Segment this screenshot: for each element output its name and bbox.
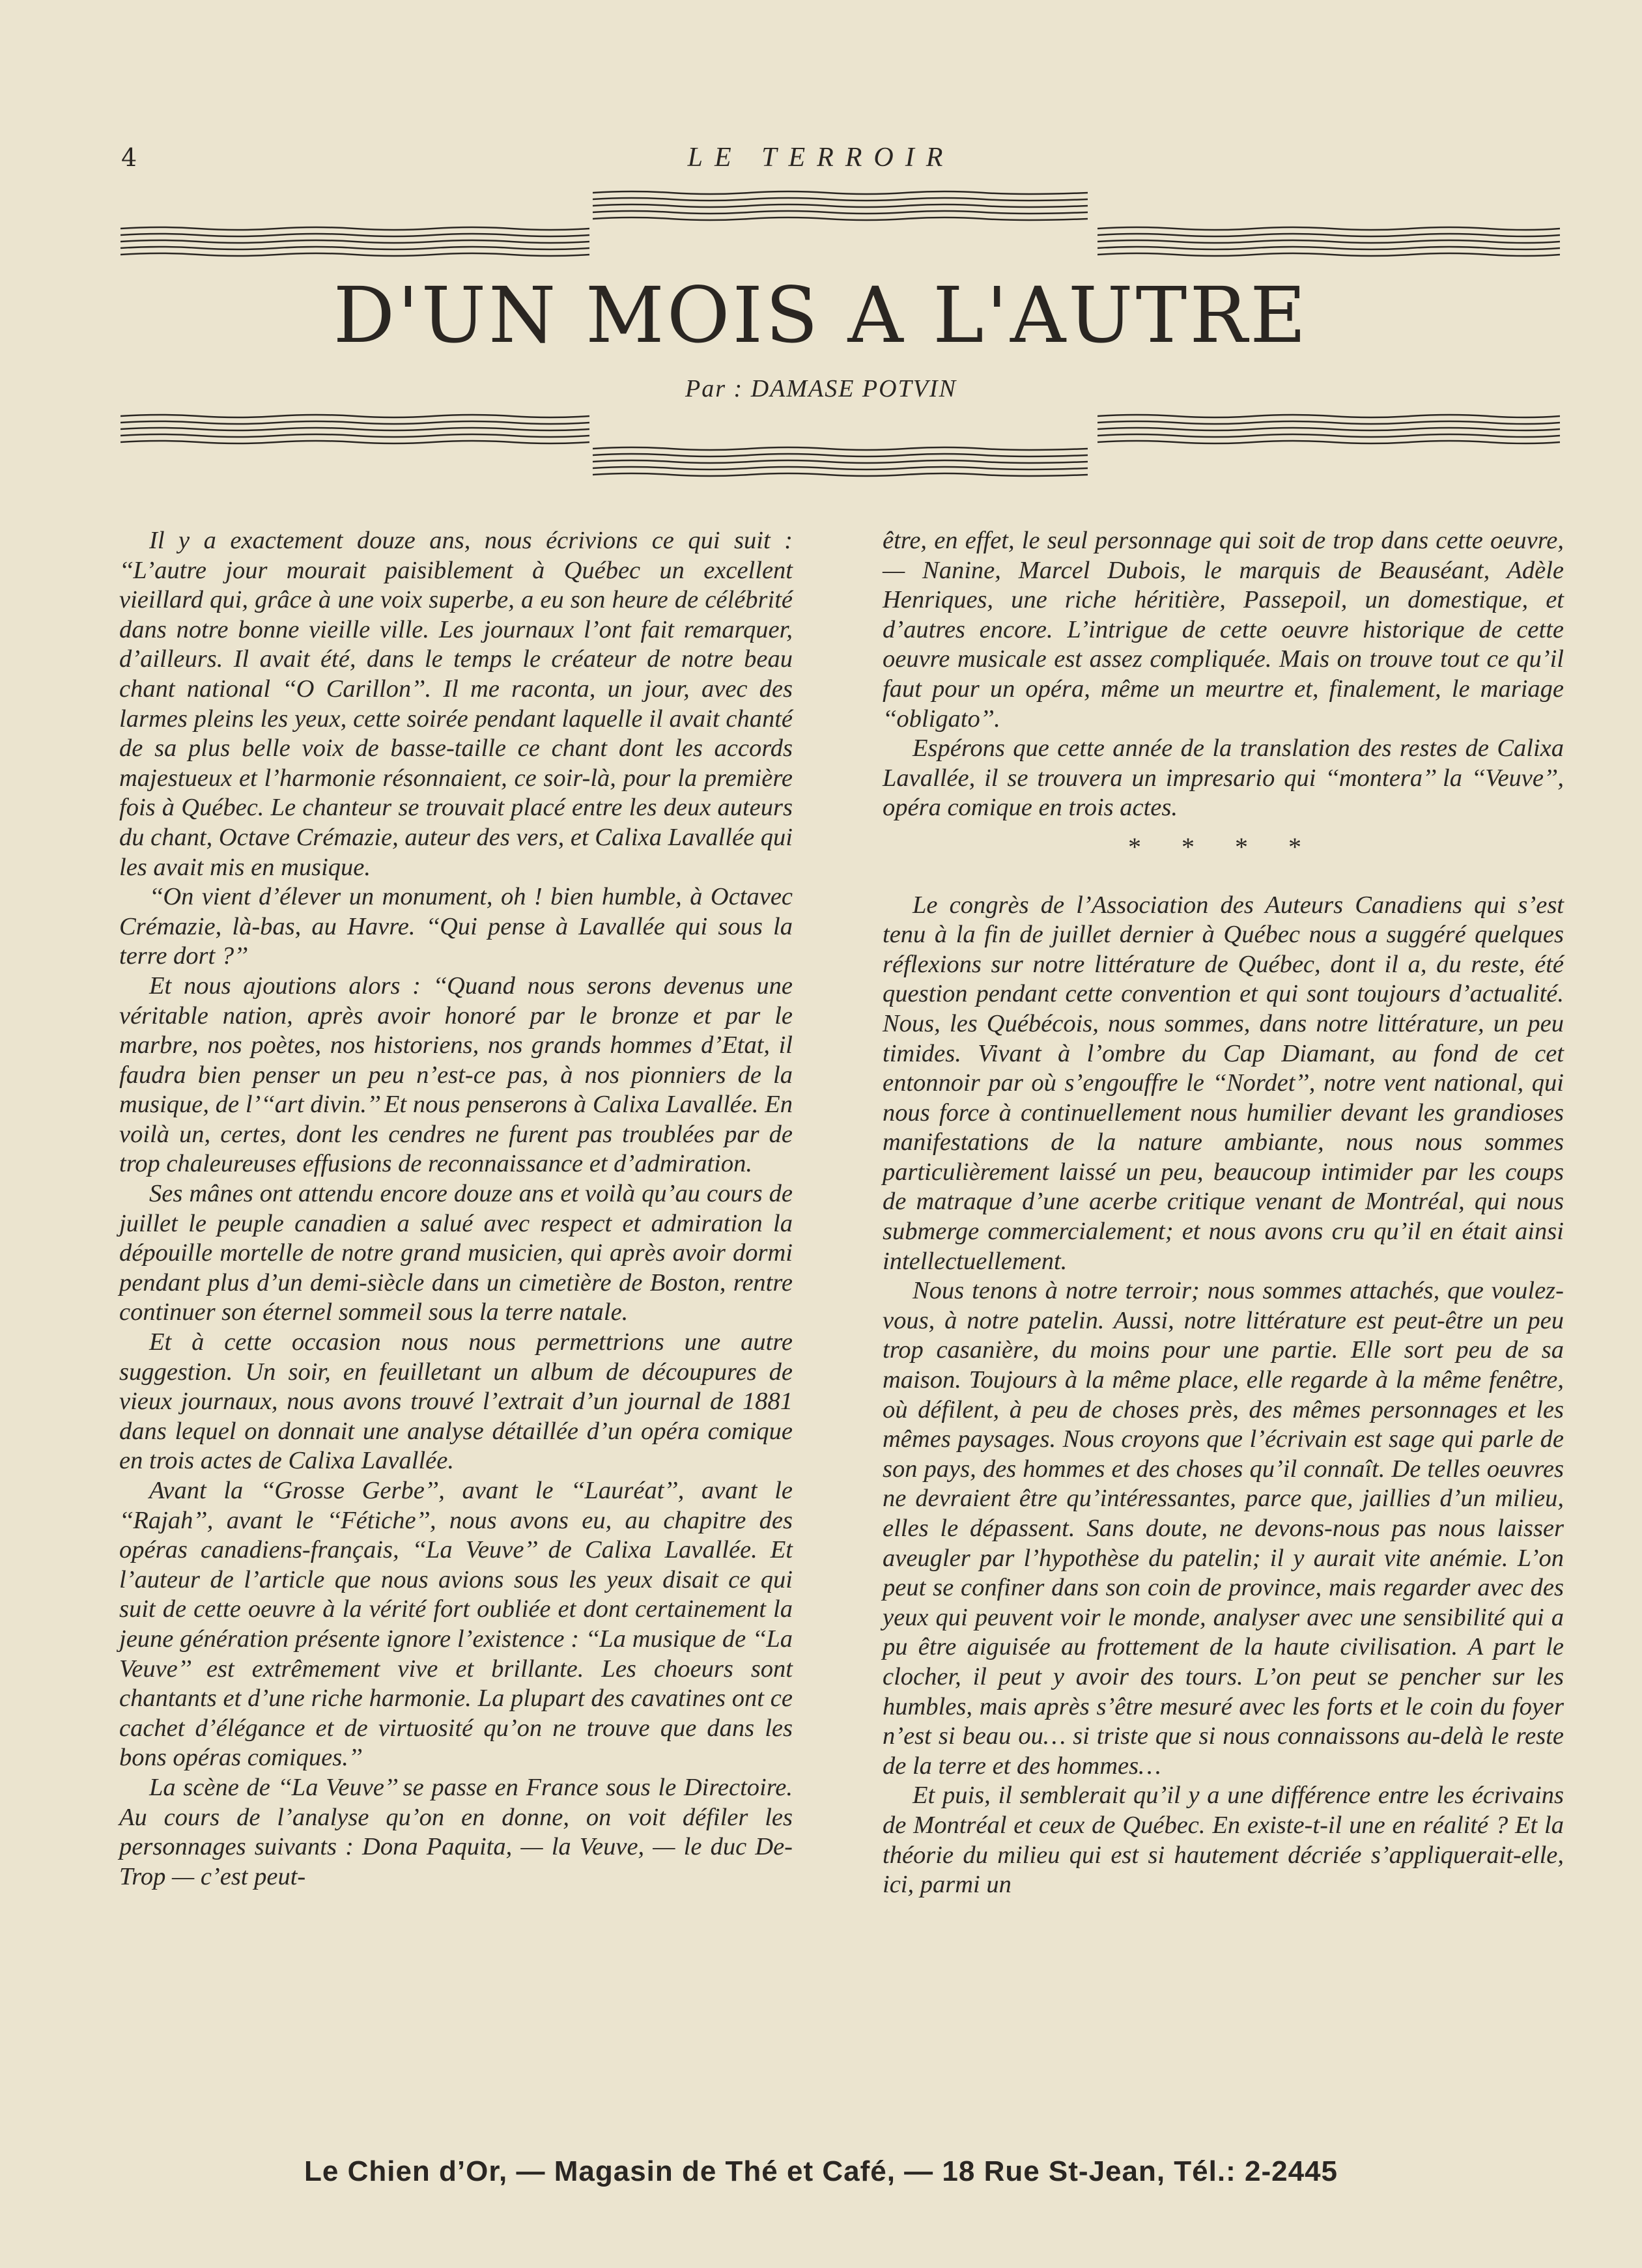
paragraph: être, en effet, le seul personnage qui soit de trop dans cette oeuvre, — Nanine, Marcel Dubois, le marquis de Beauséant, Adèle Henriques, une riche héritière, Passepoil, un domestique, et d’autres encore. L’intrigue de cette oeuvre historique de cette oeuvre musicale est assez compliquée. Mais on trouve tout ce qu’il faut pour un opéra, même un meurtre et, finalement, le mariage ‘‘obligato’’. xyxy=(883,527,1564,733)
paragraph: Et nous ajoutions alors : ‘‘Quand nous serons devenus une véritable nation, après avoir honoré par le bronze et par le marbre, nos poètes, nos historiens, nos grands hommes d’Etat, il faudra bien penser un peu n’est-ce pas, à nos pionniers de la musique, de l’‘‘art divin.’’ Et nous penserons à Calixa Lavallée. En voilà un, certes, dont les cendres ne furent pas troublées par de trop chaleureuses effusions de reconnaissance et d’admiration. xyxy=(119,972,793,1178)
paragraph: Avant la ‘‘Grosse Gerbe’’, avant le ‘‘Lauréat’’, avant le ‘‘Rajah’’, avant le ‘‘Fétiche’’, nous avons eu, au chapitre des opéras canadiens-français, ‘‘La Veuve’’ de Calixa Lavallée. Et l’auteur de l’article que nous avions sous les yeux disait ce qui suit de cette oeuvre à la vérité fort oubliée et dont certainement la jeune génération présente ignore l’existence : ‘‘La musique de ‘‘La Veuve’’ est extrêmement vive et brillante. Les choeurs sont chantants et d’une riche harmonie. La plupart des cavatines ont ce cachet d’élégance et de virtuosité qu’on ne trouve que dans les bons opéras comiques.’’ xyxy=(119,1477,793,1772)
article-column-right xyxy=(883,526,1564,1900)
paragraph: Le congrès de l’Association des Auteurs Canadiens qui s’est tenu à la fin de juillet dernier à Québec nous a suggéré quelques réflexions sur notre littérature de Québec, dont il a, du reste, été question pendant cette convention et qui sont toujours d’actualité. Nous, les Québécois, nous sommes, dans notre littérature, un peu timides. Vivant à l’ombre du Cap Diamant, au fond de cet entonnoir par où s’engouffre le ‘‘Nordet’’, notre vent national, qui nous force à continuellement nous humilier devant les grandioses manifestations de la nature ambiante, nous nous sommes particulièrement laissé un peu, beaucoup intimider par les coups de matraque d’une acerbe critique venant de Montréal, qui nous submerge commercialement; et nous avons cru qu’il en était ainsi intellectuellement. xyxy=(883,891,1564,1275)
paragraph: Nous tenons à notre terroir; nous sommes attachés, que voulez-vous, à notre patelin. Aussi, notre littérature est peut-être un peu trop casanière, du moins pour une partie. Elle sort peu de sa maison. Toujours à la même place, elle regarde à la même fenêtre, où défilent, à peu de choses près, des mêmes personnages et les mêmes paysages. Nous croyons que l’écrivain est sage qui parle de son pays, des hommes et des choses qu’il connaît. De telles oeuvres ne devraient être qu’intéressantes, parce que, jaillies d’un milieu, elles le dépassent. Sans doute, ne devons-nous pas nous laisser aveugler par l’hypothèse du patelin; il y aurait vite anémie. L’on peut se confiner dans son coin de province, mais regarder avec des yeux qui peuvent voir le monde, analyser avec une sensibilité qui a pu être aiguisée au frottement de la haute civilisation. A part le clocher, il peut y avoir des tours. L’on peut se pencher sur les humbles, mais après s’être mesuré avec les forts et le coin du foyer n’est si beau ou… si triste que si nous connaissons au-delà le reste de la terre et des hommes… xyxy=(883,1277,1564,1780)
ornamental-rule-top-right xyxy=(1097,225,1560,264)
paragraph: Ses mânes ont attendu encore douze ans et voilà qu’au cours de juillet le peuple canadien a salué avec respect et admiration la dépouille mortelle de notre grand musicien, qui après avoir dormi pendant plus d’un demi-siècle dans un cimetière de Boston, rentre continuer son éternel sommeil sous la terre natale. xyxy=(119,1180,793,1326)
paragraph: ‘‘On vient d’élever un monument, oh ! bien humble, à Octavec Crémazie, là-bas, au Havre. ‘‘Qui pense à Lavallée qui sous la terre dort ?’’ xyxy=(119,883,793,970)
ornamental-rule-bottom-right xyxy=(1097,412,1560,451)
paragraph: Espérons que cette année de la translation des restes de Calixa Lavallée, il se trouvera un impresario qui ‘‘montera’’ la ‘‘Veuve’’, opéra comique en trois actes. xyxy=(883,735,1564,822)
ornamental-rule-bottom-left xyxy=(120,412,589,451)
paragraph: La scène de ‘‘La Veuve’’ se passe en France sous le Directoire. Au cours de l’analyse qu’on en donne, on voit défiler les personnages suivants : Dona Paquita, — la Veuve, — le duc De-Trop — c’est peut- xyxy=(119,1773,793,1890)
article-column-left xyxy=(119,526,793,1892)
running-header: LE TERROIR xyxy=(687,143,955,173)
ornamental-rule-top-center xyxy=(593,189,1088,228)
page-number: 4 xyxy=(121,143,137,172)
article-title: D'UN MOIS A L'AUTRE xyxy=(333,270,1309,360)
byline: Par : DAMASE POTVIN xyxy=(685,375,957,402)
paragraph: Et à cette occasion nous nous permettrions une autre suggestion. Un soir, en feuilletant un album de découpures de vieux journaux, nous avons trouvé l’extrait d’un journal de 1881 dans lequel on donnait une analyse détaillée d’un opéra comique en trois actes de Calixa Lavallée. xyxy=(119,1328,793,1475)
paragraph: Et puis, il semblerait qu’il y a une différence entre les écrivains de Montréal et ceux de Québec. En existe-t-il une en réalité ? Et la théorie du milieu qui est si hautement décriée s’appliquerait-elle, ici, parmi un xyxy=(883,1782,1564,1899)
section-break: * * * * xyxy=(1128,832,1318,861)
ornamental-rule-top-left xyxy=(120,225,589,264)
footer-advertisement: Le Chien d’Or, — Magasin de Thé et Café, — 18 Rue St-Jean, Tél.: 2-2445 xyxy=(304,2155,1338,2187)
paragraph: Il y a exactement douze ans, nous écrivions ce qui suit : ‘‘L’autre jour mourait paisiblement à Québec un excellent vieillard qui, grâce à une voix superbe, a eu son heure de célébrité dans notre bonne vieille ville. Les journaux l’ont fait remarquer, d’ailleurs. Il avait été, dans le temps le créateur de notre beau chant national ‘‘O Carillon’’. Il me raconta, un jour, avec des larmes pleins les yeux, cette soirée pendant laquelle il avait chanté de sa plus belle voix de basse-taille ce chant dont les accords majestueux et l’harmonie résonnaient, ce soir-là, pour la première fois à Québec. Le chanteur se trouvait placé entre les deux auteurs du chant, Octave Crémazie, auteur des vers, et Calixa Lavallée qui les avait mis en musique. xyxy=(119,527,793,881)
ornamental-rule-bottom-center xyxy=(593,445,1088,484)
